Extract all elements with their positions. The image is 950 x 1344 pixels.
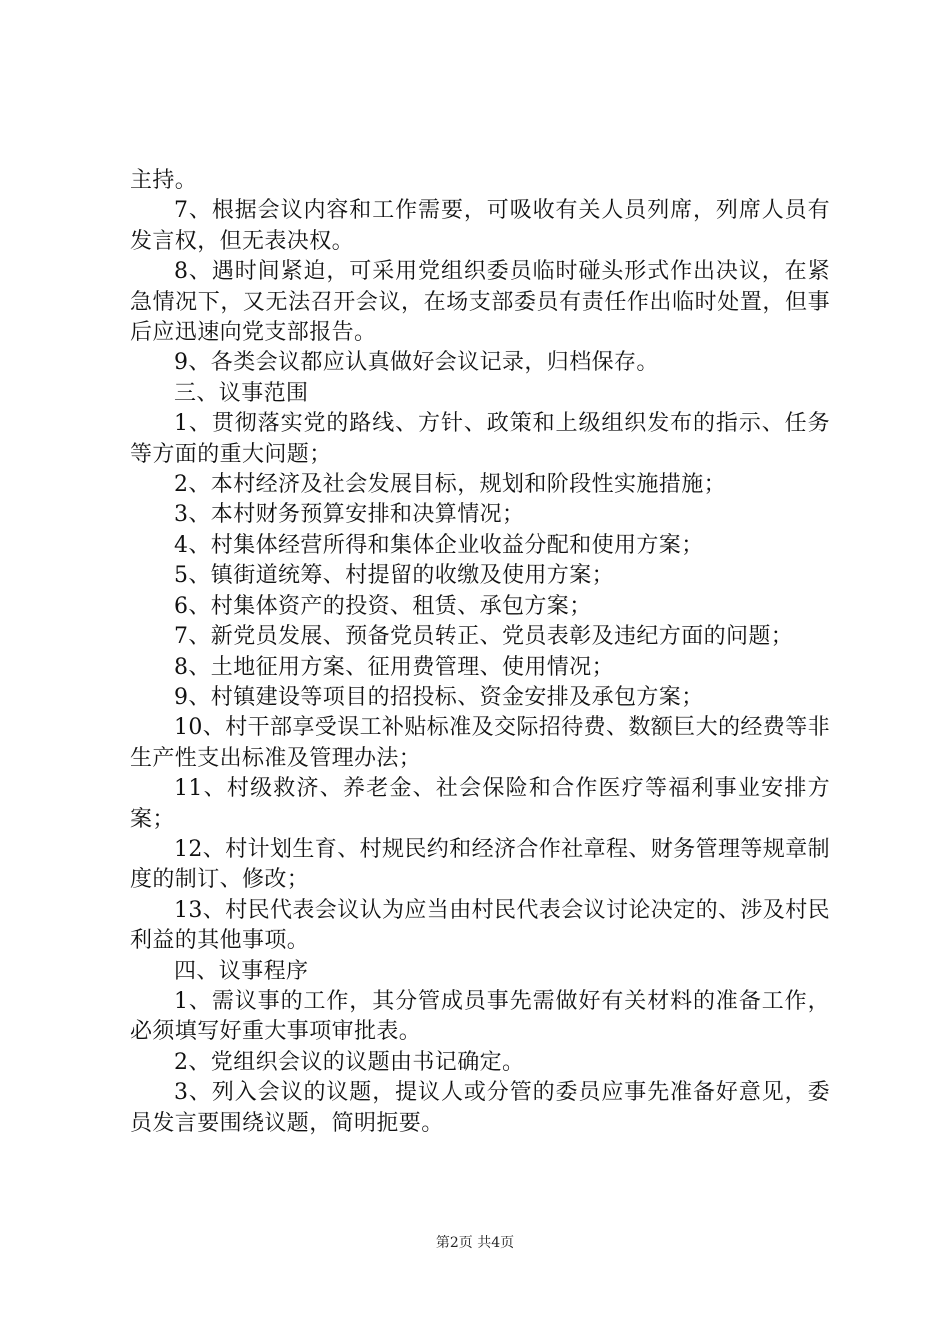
paragraph: 9、各类会议都应认真做好会议记录，归档保存。 (174, 350, 659, 376)
paragraph: 主持。 (130, 168, 198, 193)
page-footer: 第2页 共4页 (435, 1235, 515, 1251)
paragraph: 8、遇时间紧迫，可采用党组织委员临时碰头形式作出决议，在紧急情况下，又无法召开会议，在场支部委员有责任作出临时处置，但事后应迅速向党支部报告。 (130, 259, 830, 346)
paragraph: 11、村级救济、养老金、社会保险和合作医疗等福利事业安排方案； (130, 776, 830, 832)
paragraph: 1、需议事的工作，其分管成员事先需做好有关材料的准备工作，必须填写好重大事项审批表。 (130, 988, 830, 1045)
paragraph: 10、村干部享受误工补贴标准及交际招待费、数额巨大的经费等非生产性支出标准及管理办法； (130, 715, 830, 771)
paragraph: 3、列入会议的议题，提议人或分管的委员应事先准备好意见，委员发言要围绕议题，简明扼要。 (130, 1080, 830, 1136)
paragraph: 2、本村经济及社会发展目标，规划和阶段性实施措施； (174, 472, 726, 498)
section-heading: 三、议事范围 (174, 380, 309, 406)
paragraph: 7、新党员发展、预备党员转正、党员表彰及违纪方面的问题； (174, 624, 794, 650)
paragraph: 1、贯彻落实党的路线、方针、政策和上级组织发布的指示、任务等方面的重大问题； (130, 411, 830, 467)
paragraph: 6、村集体资产的投资、租赁、承包方案； (174, 593, 592, 619)
paragraph: 8、土地征用方案、征用费管理、使用情况； (174, 654, 614, 680)
paragraph: 2、党组织会议的议题由书记确定。 (174, 1049, 525, 1075)
paragraph: 13、村民代表会议认为应当由村民代表会议讨论决定的、涉及村民利益的其他事项。 (130, 897, 830, 954)
paragraph: 5、镇街道统筹、村提留的收缴及使用方案； (174, 563, 614, 589)
paragraph: 12、村计划生育、村规民约和经济合作社章程、财务管理等规章制度的制订、修改； (130, 836, 830, 893)
document-body (130, 166, 830, 1139)
paragraph: 9、村镇建设等项目的招投标、资金安排及承包方案； (174, 684, 704, 710)
paragraph: 3、本村财务预算安排和决算情况； (174, 502, 525, 528)
paragraph: 7、根据会议内容和工作需要，可吸收有关人员列席，列席人员有发言权，但无表决权。 (130, 198, 830, 254)
paragraph: 4、村集体经营所得和集体企业收益分配和使用方案； (174, 532, 704, 558)
section-heading: 四、议事程序 (174, 958, 309, 984)
